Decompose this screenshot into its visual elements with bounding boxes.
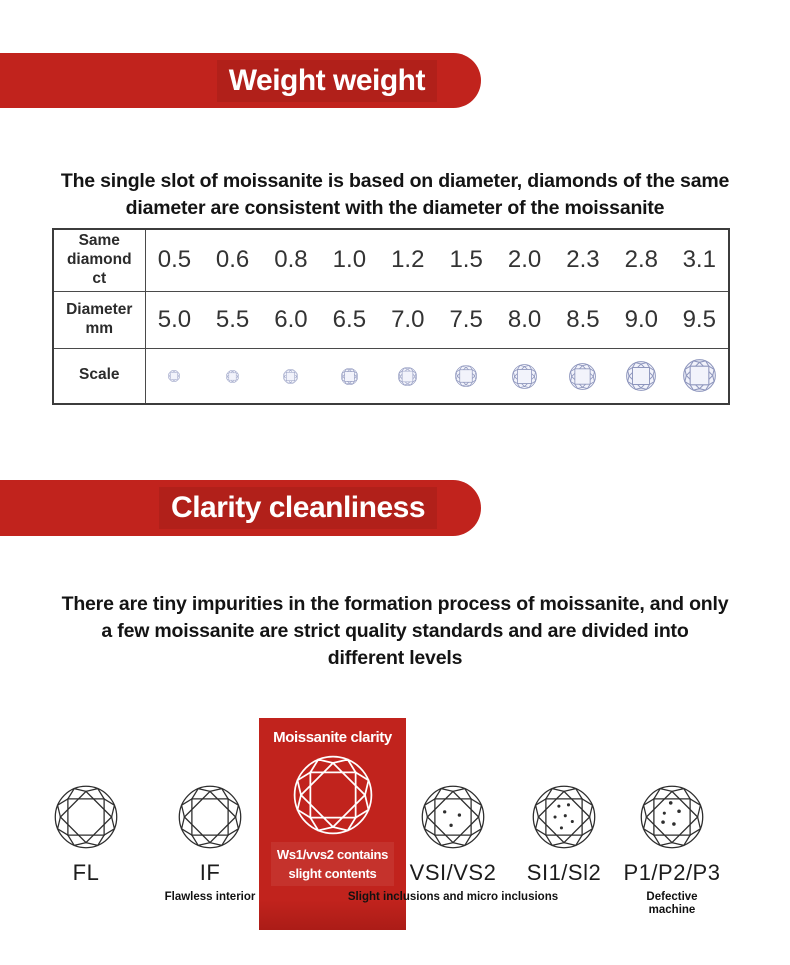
carat-diameter-table <box>52 228 730 405</box>
highlight-caption-line: slight contents <box>288 866 377 881</box>
diamond-top-view-icon <box>54 785 118 849</box>
diameter-value-cell: 6.0 <box>274 305 308 333</box>
scale-gem <box>683 359 716 392</box>
table-row-carat <box>53 229 729 291</box>
carat-value-cell: 0.8 <box>274 246 308 274</box>
clarity-intro-text <box>0 591 790 672</box>
weight-intro-line: diameter are consistent with the diameter of the moissanite <box>125 197 665 219</box>
diameter-value-cell: 5.0 <box>157 305 192 333</box>
clarity-intro-line: There are tiny impurities in the formation process of moissanite, and only <box>61 593 729 615</box>
highlight-caption-line: Ws1/vvs2 contains <box>276 847 389 862</box>
diameter-value-cell: 8.0 <box>507 305 542 333</box>
carat-value-cell: 3.1 <box>682 246 716 274</box>
carat-value-cell: 2.0 <box>507 246 542 274</box>
scale-gem <box>626 361 656 391</box>
table-row-scale <box>53 348 729 404</box>
scale-cell <box>320 348 378 404</box>
scale-gem <box>168 370 180 382</box>
carat-value-cell: 0.6 <box>215 246 250 274</box>
weight-section-banner <box>0 53 481 108</box>
table-row-diameter <box>53 291 729 348</box>
diamond-top-view-icon <box>532 785 596 849</box>
weight-intro-text <box>0 168 790 222</box>
scale-cell <box>612 348 670 404</box>
row-header-carat: Same diamond ct <box>53 229 145 291</box>
clarity-intro-line: different levels <box>327 647 463 669</box>
scale-gem <box>569 363 596 390</box>
row-header-diameter: Diameter mm <box>53 291 145 348</box>
diameter-value-cell: 7.0 <box>391 305 425 333</box>
diamond-top-view-icon <box>178 785 242 849</box>
grade-sublabel-line: Defective <box>646 891 698 903</box>
diameter-value-cell: 6.5 <box>332 305 367 333</box>
diameter-value-cell: 8.5 <box>566 305 600 333</box>
scale-cell <box>262 348 320 404</box>
carat-value-cell: 2.8 <box>624 246 658 274</box>
scale-cell <box>437 348 495 404</box>
carat-value-cell: 2.3 <box>566 246 600 274</box>
scale-gem <box>398 367 417 386</box>
scale-cell <box>145 348 203 404</box>
carat-value-cell: 0.5 <box>157 246 192 274</box>
scale-cell <box>495 348 553 404</box>
clarity-section-banner <box>0 480 481 536</box>
scale-cell <box>379 348 437 404</box>
diamond-top-view-icon <box>640 785 704 849</box>
scale-gem <box>283 369 298 384</box>
highlight-caption <box>271 842 394 886</box>
scale-cell <box>554 348 612 404</box>
clarity-intro-line: a few moissanite are strict quality standards and are divided into <box>101 620 689 642</box>
carat-value-cell: 1.0 <box>332 246 367 274</box>
grade-label: IF <box>199 860 221 885</box>
grade-sublabel <box>646 891 697 917</box>
scale-gem <box>226 370 239 383</box>
diamond-top-view-icon <box>421 785 485 849</box>
weight-banner-label: Weight weight <box>217 60 437 102</box>
clarity-grade-p1-p2-p3 <box>602 785 742 917</box>
scale-gem <box>512 364 537 389</box>
diameter-value-cell: 9.5 <box>682 305 716 333</box>
grade-label: FL <box>72 860 100 885</box>
clarity-grade-fl <box>16 785 156 886</box>
grade-sublabel-line: machine <box>648 904 696 916</box>
scale-gem <box>455 365 477 387</box>
scale-cell <box>203 348 261 404</box>
carat-value-cell: 1.5 <box>449 246 483 274</box>
clarity-banner-label: Clarity cleanliness <box>159 487 437 529</box>
carat-value-cell: 1.2 <box>391 246 425 274</box>
diameter-value-cell: 5.5 <box>215 305 250 333</box>
diameter-value-cell: 7.5 <box>449 305 483 333</box>
diamond-top-view-icon <box>293 755 373 835</box>
grade-label: P1/P2/P3 <box>623 860 721 885</box>
weight-intro-line: The single slot of moissanite is based on diameter, diamonds of the same <box>60 170 730 192</box>
highlight-title: Moissanite clarity <box>273 729 392 746</box>
grade-label: SI1/Sl2 <box>526 860 602 885</box>
grade-label: VSI/VS2 <box>409 860 497 885</box>
grade-sublabel: Flawless interior <box>164 891 256 903</box>
row-header-scale: Scale <box>53 348 145 404</box>
scale-gem <box>341 368 358 385</box>
scale-cell <box>671 348 729 404</box>
grade-sublabel: Slight inclusions and micro inclusions <box>347 891 559 903</box>
diameter-value-cell: 9.0 <box>624 305 658 333</box>
